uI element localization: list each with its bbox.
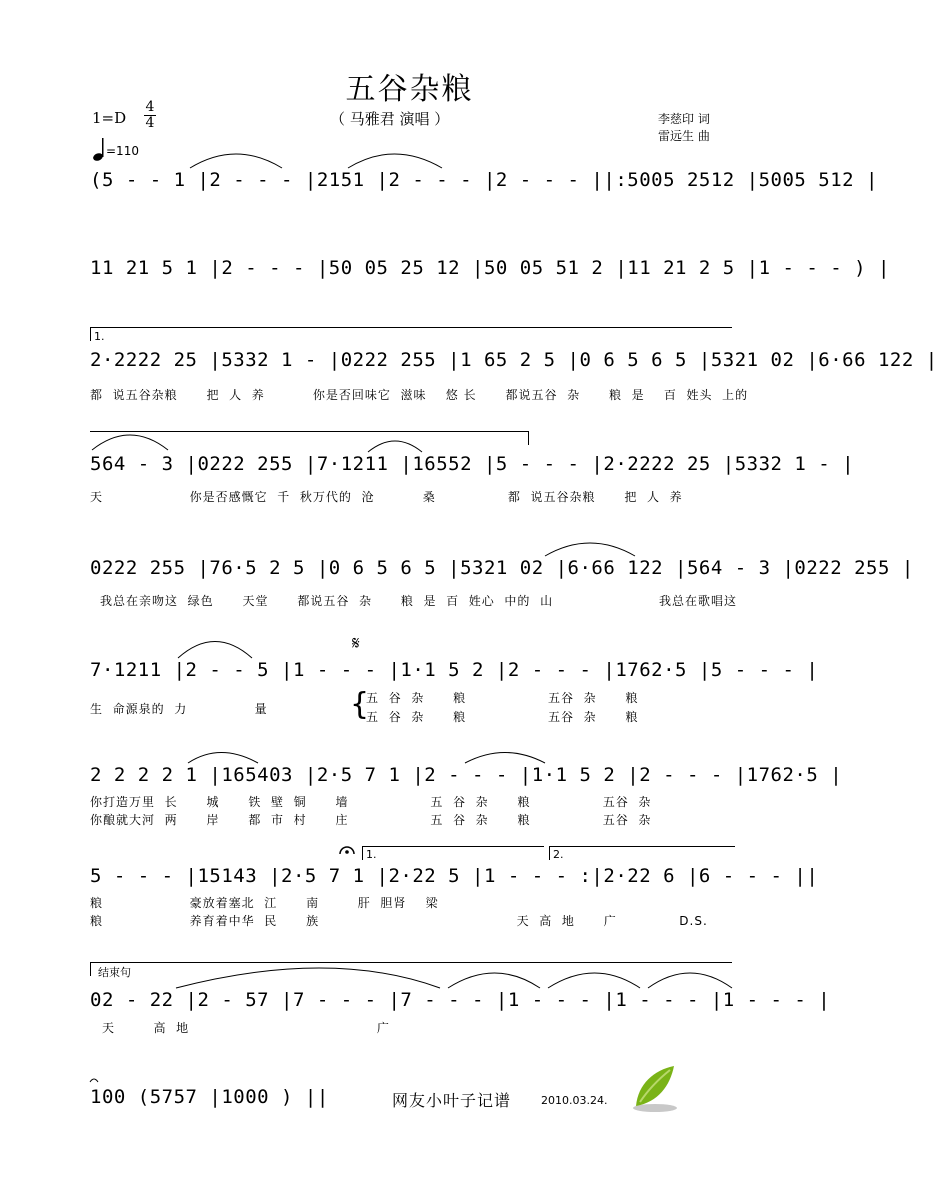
lyrics-row-4: 天 你是否感慨它 千 秋万代的 沧 桑 都 说五谷杂粮 把 人 养 (90, 490, 683, 504)
transcriber-signature: 网友小叶子记谱 (392, 1091, 512, 1110)
lyrics-row-6-verse-2: 五 谷 杂 粮 五谷 杂 粮 (366, 710, 639, 724)
lyrics-row-6: 生 命源泉的 力 量 (90, 702, 268, 716)
transcription-date: 2010.03.24. (541, 1094, 608, 1107)
volta-number-4: 2. (553, 848, 564, 861)
score-row-5: 0222 255 |76·5 2 5 |0 6 5 6 5 |5321 02 |6·66 122 |564 - 3 |0222 255 | (90, 557, 914, 579)
lyricist-credit: 李慈印 词 (658, 112, 710, 126)
lyrics-row-8-verse-2: 粮 养育着中华 民 族 天 高 地 广 D.S. (90, 914, 708, 928)
composer-credit: 雷远生 曲 (658, 129, 710, 143)
volta-number-1: 1. (94, 330, 105, 343)
score-row-9: 02 - 22 |2 - 57 |7 - - - |7 - - - |1 - - - |1 - - - |1 - - - | (90, 989, 831, 1011)
time-signature-bottom: 4 (145, 115, 155, 131)
performer-subtitle: （ 马雅君 演唱 ） (330, 110, 450, 128)
score-row-7: 2 2 2 2 1 |165403 |2·5 7 1 |2 - - - |1·1 5 2 |2 - - - |1762·5 | (90, 764, 843, 786)
score-row-3: 2·2222 25 |5332 1 - |0222 255 |1 65 2 5 |0 6 5 6 5 |5321 02 |6·66 122 | (90, 349, 938, 371)
score-row-10: 100 (5757 |1000 ) || (90, 1086, 329, 1108)
volta-number-3: 1. (366, 848, 377, 861)
score-row-4: 564 - 3 |0222 255 |7·1211 |16552 |5 - - - |2·2222 25 |5332 1 - | (90, 453, 855, 475)
lyrics-row-7-verse-2: 你酿就大河 两 岸 都 市 村 庄 五 谷 杂 粮 五谷 杂 (90, 813, 652, 827)
lyrics-row-3: 都 说五谷杂粮 把 人 养 你是否回味它 滋味 悠 长 都说五谷 杂 粮 是 百 姓头 上的 (90, 388, 749, 402)
tempo-marking: =110 (106, 144, 139, 158)
score-row-2: 11 21 5 1 |2 - - - |50 05 25 12 |50 05 51 2 |11 21 2 5 |1 - - - ) | (90, 257, 890, 279)
key-signature: 1=D (92, 109, 127, 127)
ending-label: 结束句 (98, 966, 131, 979)
lyrics-row-7-verse-1: 你打造万里 长 城 铁 壁 铜 墙 五 谷 杂 粮 五谷 杂 (90, 795, 652, 809)
leaf-logo-icon (628, 1062, 678, 1114)
lyrics-row-9: 天 高 地 广 (102, 1021, 390, 1035)
score-row-6: 7·1211 |2 - - 5 |1 - - - |1·1 5 2 |2 - - - |1762·5 |5 - - - | (90, 659, 819, 681)
score-row-1: (5 - - 1 |2 - - - |2151 |2 - - - |2 - - - ||:5005 2512 |5005 512 | (90, 169, 878, 191)
lyrics-row-5: 我总在亲吻这 绿色 天堂 都说五谷 杂 粮 是 百 姓心 中的 山 我总在歌唱这 (100, 594, 737, 608)
lyrics-row-6-verse-1: 五 谷 杂 粮 五谷 杂 粮 (366, 691, 639, 705)
time-signature-top: 4 (145, 99, 155, 115)
song-title: 五谷杂粮 (345, 72, 474, 107)
score-row-8: 5 - - - |15143 |2·5 7 1 |2·22 5 |1 - - - :|2·22 6 |6 - - - || (90, 865, 819, 887)
lyrics-row-8-verse-1: 粮 豪放着塞北 江 南 肝 胆肾 梁 (90, 896, 439, 910)
segno-icon: 𝄋 (352, 633, 360, 654)
verse-brace: { (350, 687, 370, 722)
